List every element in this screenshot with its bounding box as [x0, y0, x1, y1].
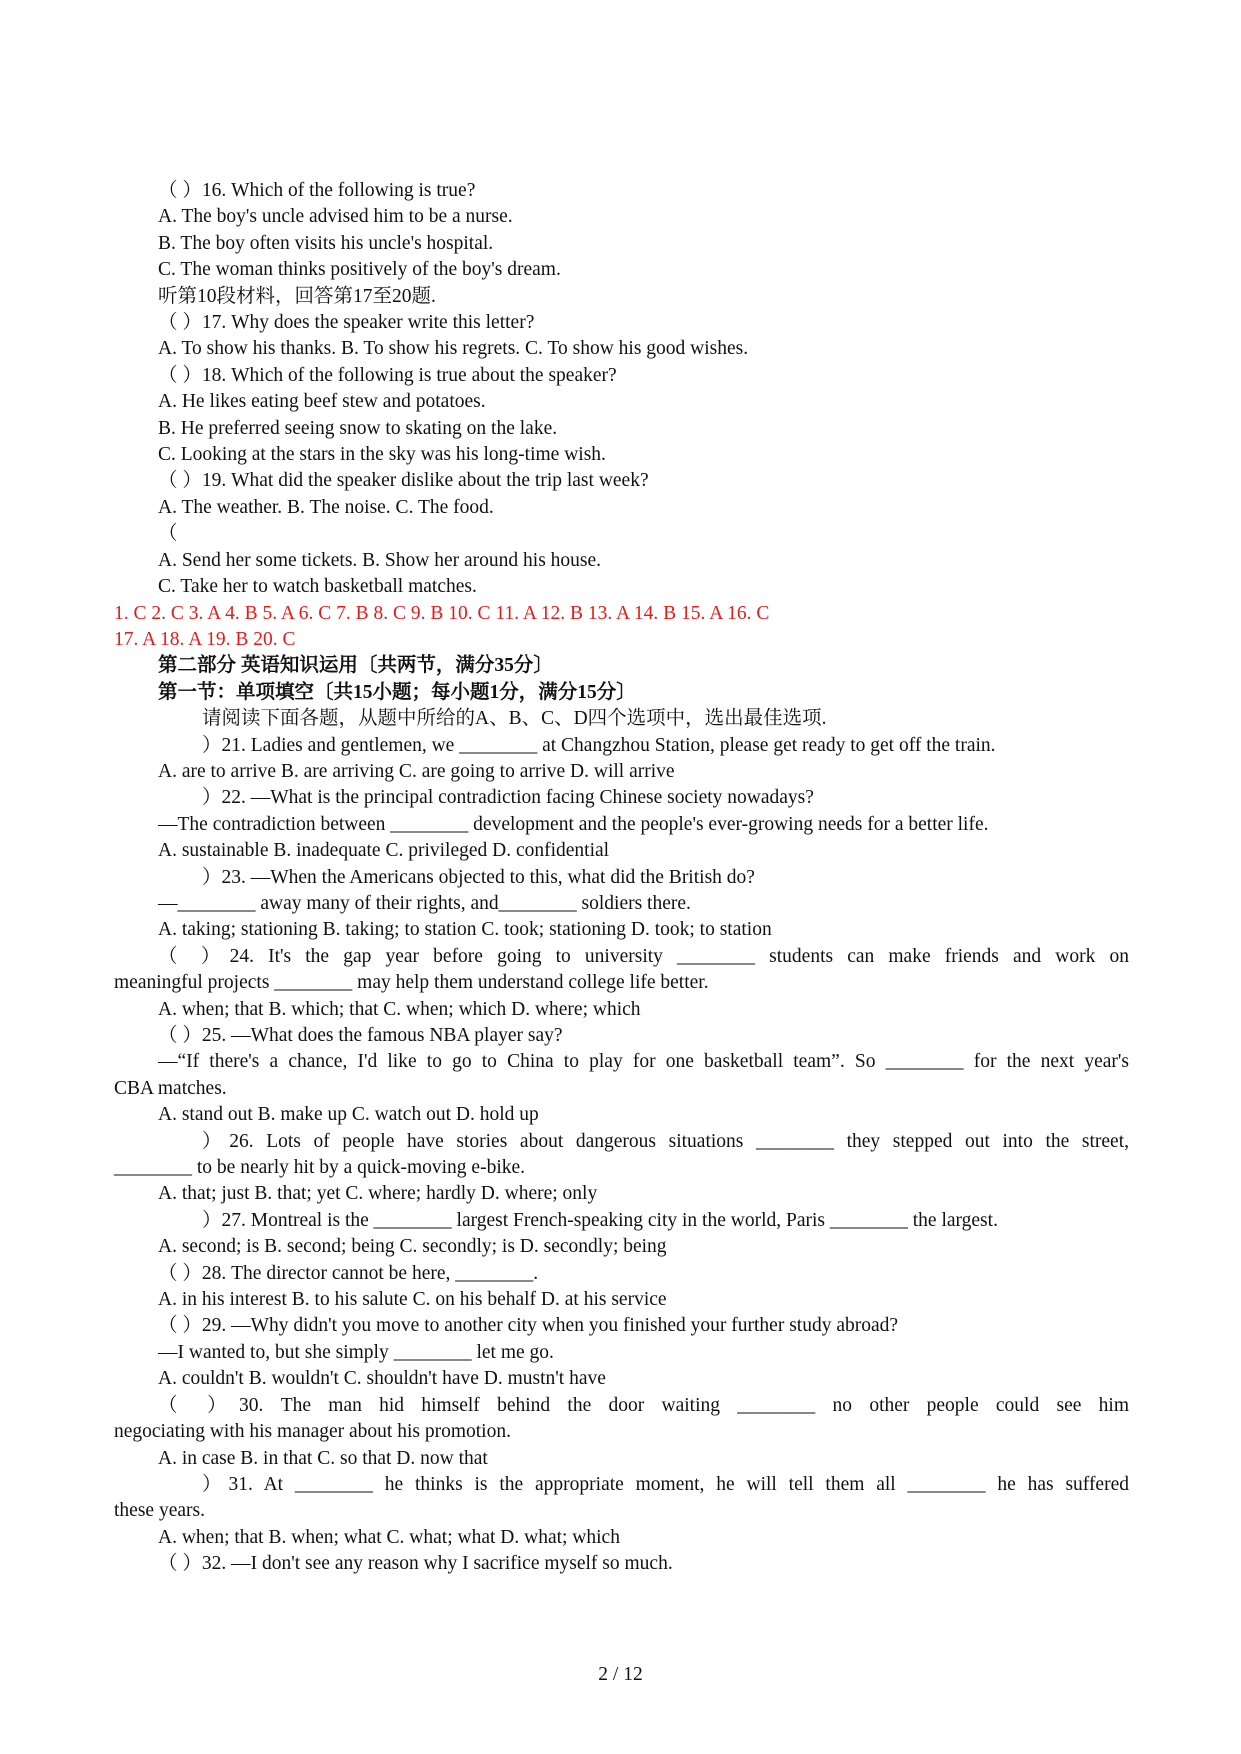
- question-line: A. when; that B. when; what C. what; what D. what; which: [158, 1526, 620, 1548]
- question-line: ________ to be nearly hit by a quick-moving e-bike.: [114, 1157, 526, 1179]
- listening-line: A. He likes eating beef stew and potatoes.: [158, 391, 486, 413]
- listening-line: C. The woman thinks positively of the boy's dream.: [158, 259, 561, 281]
- section-one-title: 第一节：单项填空〔共15小题；每小题1分，满分15分〕: [158, 681, 636, 703]
- listening-line: B. The boy often visits his uncle's hospital.: [158, 232, 494, 254]
- listening-line: （ ）17. Why does the speaker write this letter?: [158, 312, 535, 334]
- listening-line: A. The weather. B. The noise. C. The food.: [158, 496, 494, 518]
- instruction-text: 请阅读下面各题，从题中所给的A、B、C、D四个选项中，选出最佳选项.: [202, 708, 827, 730]
- question-line: —The contradiction between ________ development and the people's ever-growing needs for a better life.: [158, 813, 989, 835]
- question-line: （ ）28. The director cannot be here, ________.: [158, 1262, 539, 1284]
- listening-line: A. To show his thanks. B. To show his regrets. C. To show his good wishes.: [158, 338, 749, 360]
- listening-line: A. The boy's uncle advised him to be a nurse.: [158, 206, 513, 228]
- question-line: CBA matches.: [114, 1077, 227, 1099]
- answer-key-line-2: 17. A 18. A 19. B 20. C: [114, 628, 296, 650]
- question-line: ）22. —What is the principal contradiction facing Chinese society nowadays?: [202, 787, 814, 809]
- question-line: these years.: [114, 1500, 205, 1522]
- listening-line: C. Take her to watch basketball matches.: [158, 576, 477, 598]
- question-line: A. that; just B. that; yet C. where; hardly D. where; only: [158, 1183, 598, 1205]
- question-line: meaningful projects ________ may help them understand college life better.: [114, 972, 709, 994]
- question-line: （ ）29. —Why didn't you move to another city when you finished your further study abroad?: [158, 1315, 899, 1337]
- page-number: 2 / 12: [598, 1664, 643, 1685]
- answer-key-line-1: 1. C 2. C 3. A 4. B 5. A 6. C 7. B 8. C 9. B 10. C 11. A 12. B 13. A 14. B 15. A 16. C: [114, 602, 770, 624]
- listening-section: [114, 178, 1129, 601]
- question-line: —________ away many of their rights, and________ soldiers there.: [158, 892, 691, 914]
- single-choice-section: [114, 733, 1129, 1578]
- question-line: A. stand out B. make up C. watch out D. hold up: [158, 1104, 539, 1126]
- document-body: [114, 178, 1129, 1578]
- question-line: ）31. At ________ he thinks is the appropriate moment, he will tell them all ________ he has suffered: [202, 1473, 1129, 1495]
- question-line: A. taking; stationing B. taking; to station C. took; stationing D. took; to station: [158, 919, 772, 941]
- question-line: —“If there's a chance, I'd like to go to China to play for one basketball team”. So ________ for the next year's: [158, 1051, 1129, 1073]
- question-line: A. in his interest B. to his salute C. on his behalf D. at his service: [158, 1289, 667, 1311]
- question-line: A. in case B. in that C. so that D. now that: [158, 1447, 488, 1469]
- question-line: （ ）30. The man hid himself behind the door waiting ________ no other people could see him: [158, 1394, 1129, 1416]
- question-line: A. second; is B. second; being C. secondly; is D. secondly; being: [158, 1236, 667, 1258]
- question-line: ）27. Montreal is the ________ largest French-speaking city in the world, Paris ________ the largest.: [202, 1209, 998, 1231]
- question-line: ）26. Lots of people have stories about dangerous situations ________ they stepped out into the street,: [202, 1130, 1129, 1152]
- question-line: A. when; that B. which; that C. when; which D. where; which: [158, 998, 641, 1020]
- listening-line: （ ）18. Which of the following is true about the speaker?: [158, 364, 617, 386]
- listening-line: A. Send her some tickets. B. Show her around his house.: [158, 549, 602, 571]
- question-line: ）23. —When the Americans objected to this, what did the British do?: [202, 866, 755, 888]
- listening-line: （ ）16. Which of the following is true?: [158, 180, 476, 201]
- question-line: （ ）25. —What does the famous NBA player say?: [158, 1025, 563, 1046]
- question-line: A. couldn't B. wouldn't C. shouldn't have D. mustn't have: [158, 1368, 606, 1390]
- question-line: —I wanted to, but she simply ________ let me go.: [158, 1341, 554, 1363]
- listening-line: （: [158, 523, 178, 545]
- listening-line: 听第10段材料，回答第17至20题.: [158, 285, 436, 307]
- question-line: （ ）24. It's the gap year before going to university ________ students can make friends and work on: [158, 945, 1129, 967]
- listening-line: C. Looking at the stars in the sky was his long-time wish.: [158, 444, 606, 466]
- question-line: A. sustainable B. inadequate C. privileged D. confidential: [158, 840, 610, 862]
- listening-line: B. He preferred seeing snow to skating on the lake.: [158, 417, 558, 439]
- question-line: ）21. Ladies and gentlemen, we ________ at Changzhou Station, please get ready to get off the train.: [202, 734, 996, 756]
- question-line: negociating with his manager about his promotion.: [114, 1421, 511, 1443]
- part-two-title: 第二部分 英语知识运用〔共两节，满分35分〕: [158, 655, 553, 677]
- listening-line: （ ）19. What did the speaker dislike about the trip last week?: [158, 470, 649, 492]
- question-line: A. are to arrive B. are arriving C. are going to arrive D. will arrive: [158, 760, 675, 782]
- question-line: （ ）32. —I don't see any reason why I sacrifice myself so much.: [158, 1553, 673, 1575]
